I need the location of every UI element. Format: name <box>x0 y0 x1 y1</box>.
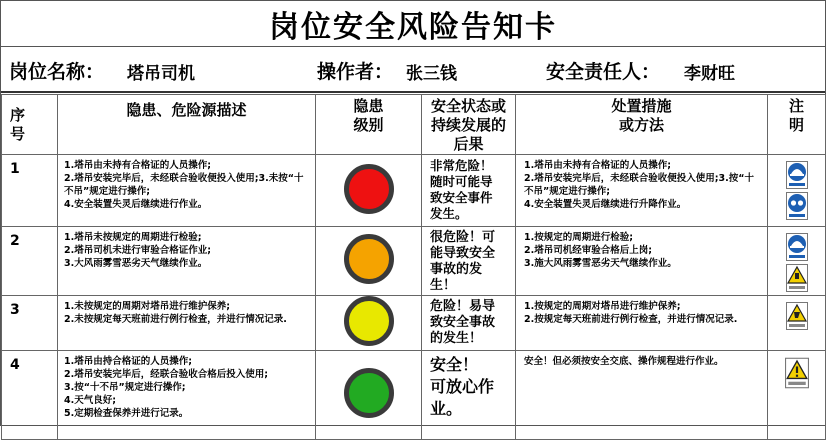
row-number: 4 <box>2 351 58 440</box>
risk-level-cell <box>316 351 422 440</box>
risk-level-lamp-yellow <box>344 296 394 346</box>
consequence: 危险！易导 致安全事故 的发生！ <box>422 296 516 351</box>
risk-level-cell <box>316 296 422 351</box>
post-value: 塔吊司机 <box>127 64 195 84</box>
header-desc: 隐患、危险源描述 <box>58 95 316 155</box>
goggles-sign-icon <box>786 192 808 220</box>
helmet-sign-icon <box>786 161 808 189</box>
header-seq: 序 号 <box>2 95 58 155</box>
helmet-sign-icon <box>786 233 808 261</box>
table-row <box>2 155 826 227</box>
row-number: 3 <box>2 296 58 351</box>
risk-level-cell <box>316 227 422 296</box>
header-consequence: 安全状态或 持续发展的 后果 <box>422 95 516 155</box>
hazard-description: 1.未按规定的周期对塔吊进行维护保养; 2.未按规定每天班前进行例行检查，并进行情况记录. <box>58 296 316 351</box>
responsible-value: 李财旺 <box>684 64 735 84</box>
falling-object-warning-icon <box>786 302 808 330</box>
header-level: 隐患 级别 <box>316 95 422 155</box>
risk-table <box>1 94 826 440</box>
hazard-description: 1.塔吊未按规定的周期进行检验; 2.塔吊司机未进行审验合格证作业; 3.大风雨雾雪恶劣天气继续作业。 <box>58 227 316 296</box>
risk-level-lamp-red <box>344 164 394 214</box>
measures: 1.塔吊由未持有合格证的人员操作; 2.塔吊安装完毕后，未经联合验收便投入使用;3.按“十不吊”规定进行操作; 4.安全装置失灵后继续进行升降作业。 <box>516 155 768 227</box>
operator-value: 张三钱 <box>406 64 457 84</box>
post-label: 岗位名称： <box>9 61 105 83</box>
consequence: 非常危险！ 随时可能导 致安全事件 发生。 <box>422 155 516 227</box>
consequence: 很危险！可 能导致安全 事故的发 生！ <box>422 227 516 296</box>
measures: 1.按规定的周期对塔吊进行维护保养; 2.按规定每天班前进行例行检查，并进行情况记录. <box>516 296 768 351</box>
risk-level-lamp-green <box>344 368 394 418</box>
table-row <box>2 296 826 351</box>
info-bar <box>1 47 825 93</box>
risk-level-lamp-orange <box>344 234 394 284</box>
row-number: 2 <box>2 227 58 296</box>
responsible-label: 安全责任人： <box>546 61 661 83</box>
table-row <box>2 227 826 296</box>
consequence: 安全！ 可放心作 业。 <box>422 351 516 440</box>
measures: 安全！但必须按安全交底、操作规程进行作业。 <box>516 351 768 440</box>
caution-warning-icon <box>785 357 809 389</box>
hoist-warning-icon <box>786 264 808 292</box>
sign-cell <box>768 155 826 227</box>
row-number: 1 <box>2 155 58 227</box>
sign-cell <box>768 227 826 296</box>
sign-cell <box>768 296 826 351</box>
header-measures: 处置措施 或方法 <box>516 95 768 155</box>
sign-cell <box>768 351 826 440</box>
measures: 1.按规定的周期进行检验; 2.塔吊司机经审验合格后上岗; 3.施大风雨雾雪恶劣天气继续作业。 <box>516 227 768 296</box>
table-row <box>2 351 826 440</box>
operator-label: 操作者： <box>317 61 394 83</box>
card-title: 岗位安全风险告知卡 <box>1 1 825 47</box>
risk-level-cell <box>316 155 422 227</box>
header-note: 注 明 <box>768 95 826 155</box>
hazard-description: 1.塔吊由未持有合格证的人员操作; 2.塔吊安装完毕后，未经联合验收便投入使用;3.未按“十不吊”规定进行操作; 4.安全装置失灵后继续进行作业。 <box>58 155 316 227</box>
hazard-description: 1.塔吊由持合格证的人员操作; 2.塔吊安装完毕后，经联合验收合格后投入使用; 3.按“十不吊”规定进行操作; 4.天气良好; 5.定期检查保养并进行记录。 <box>58 351 316 440</box>
